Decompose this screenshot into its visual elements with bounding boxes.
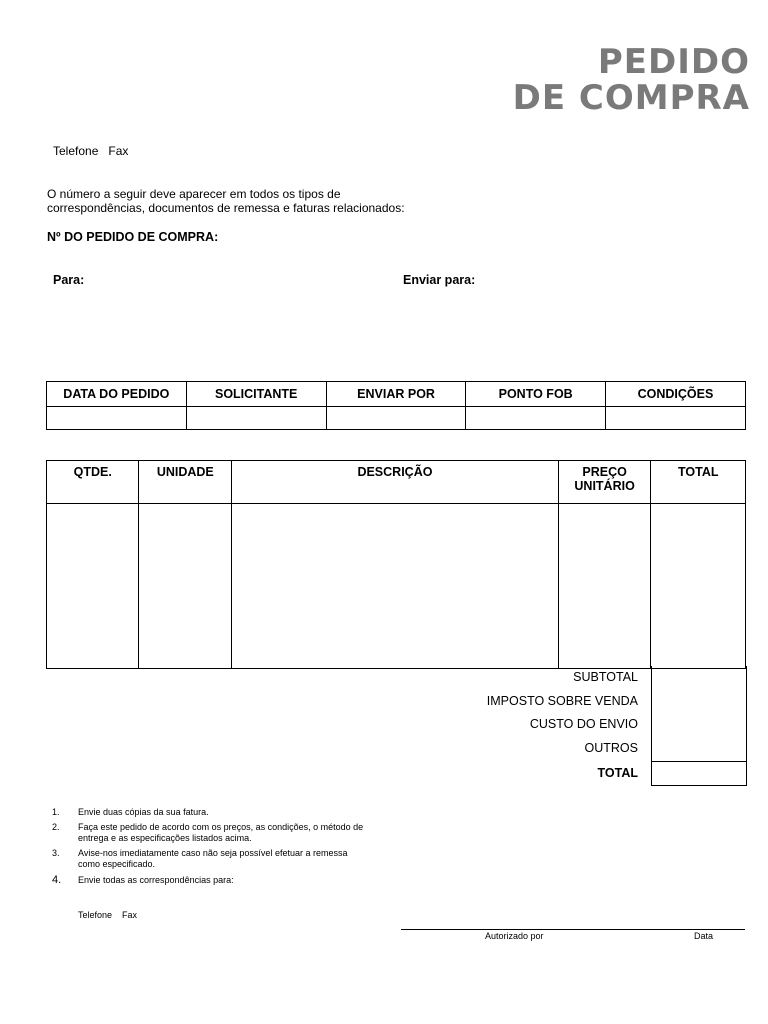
header-fob-point: PONTO FOB (466, 382, 606, 407)
unit-price-cell[interactable] (558, 504, 651, 669)
header-unit: UNIDADE (139, 461, 232, 504)
footer-phone-label: Telefone (78, 910, 113, 920)
qty-cell[interactable] (47, 504, 139, 669)
header-requester: SOLICITANTE (186, 382, 326, 407)
footer-contact-line (78, 910, 137, 920)
footer-fax-label: Fax (122, 910, 138, 920)
other-label: OUTROS (584, 741, 638, 755)
description-cell[interactable] (232, 504, 559, 669)
date-label: Data (694, 931, 714, 941)
signature-line[interactable] (401, 929, 745, 930)
order-info-header-row (47, 382, 746, 407)
order-date-cell[interactable] (47, 407, 187, 430)
total-cell[interactable] (651, 504, 746, 669)
intro-line-1: O número a seguir deve aparecer em todos os tipos de (47, 187, 341, 201)
page-title (513, 44, 750, 116)
header-unit-price: PREÇO UNITÁRIO (558, 461, 651, 504)
authorized-by-label: Autorizado por (485, 931, 544, 941)
ship-to-label: Enviar para: (403, 273, 476, 287)
header-order-date: DATA DO PEDIDO (47, 382, 187, 407)
intro-line-2: correspondências, documentos de remessa e faturas relacionados: (47, 201, 405, 215)
title-line-2: DE COMPRA (512, 78, 750, 118)
totals-column[interactable] (651, 666, 747, 761)
sales-tax-label: IMPOSTO SOBRE VENDA (486, 694, 638, 708)
intro-text (47, 187, 405, 215)
contact-line (53, 144, 128, 158)
notes-list: 1. Envie duas cópias da sua fatura. 2. Faça este pedido de acordo com os preços, as condições, o método de entrega e as especificações listados acima. 3. Avise-nos imediatamente caso não seja possível efetuar a remessa como especificado. 4. Envie todas as correspondências para: (52, 807, 364, 886)
phone-label: Telefone (53, 144, 99, 158)
requester-cell[interactable] (186, 407, 326, 430)
shipping-cost-label: CUSTO DO ENVIO (529, 717, 638, 731)
unit-cell[interactable] (139, 504, 232, 669)
terms-cell[interactable] (605, 407, 745, 430)
items-table (46, 460, 746, 669)
total-label: TOTAL (597, 766, 638, 780)
fob-point-cell[interactable] (466, 407, 606, 430)
items-header-row (47, 461, 746, 504)
title-line-1: PEDIDO (597, 42, 750, 82)
subtotal-label: SUBTOTAL (573, 670, 638, 684)
header-description: DESCRIÇÃO (232, 461, 559, 504)
order-info-value-row (47, 407, 746, 430)
header-ship-via: ENVIAR POR (326, 382, 466, 407)
header-total: TOTAL (651, 461, 746, 504)
fax-label: Fax (108, 144, 129, 158)
ship-via-cell[interactable] (326, 407, 466, 430)
to-label: Para: (53, 273, 85, 287)
header-qty: QTDE. (47, 461, 139, 504)
grand-total-box[interactable] (651, 761, 747, 786)
order-number-label: Nº DO PEDIDO DE COMPRA: (47, 230, 219, 244)
items-body-row (47, 504, 746, 669)
header-terms: CONDIÇÕES (605, 382, 745, 407)
order-info-table (46, 381, 746, 430)
